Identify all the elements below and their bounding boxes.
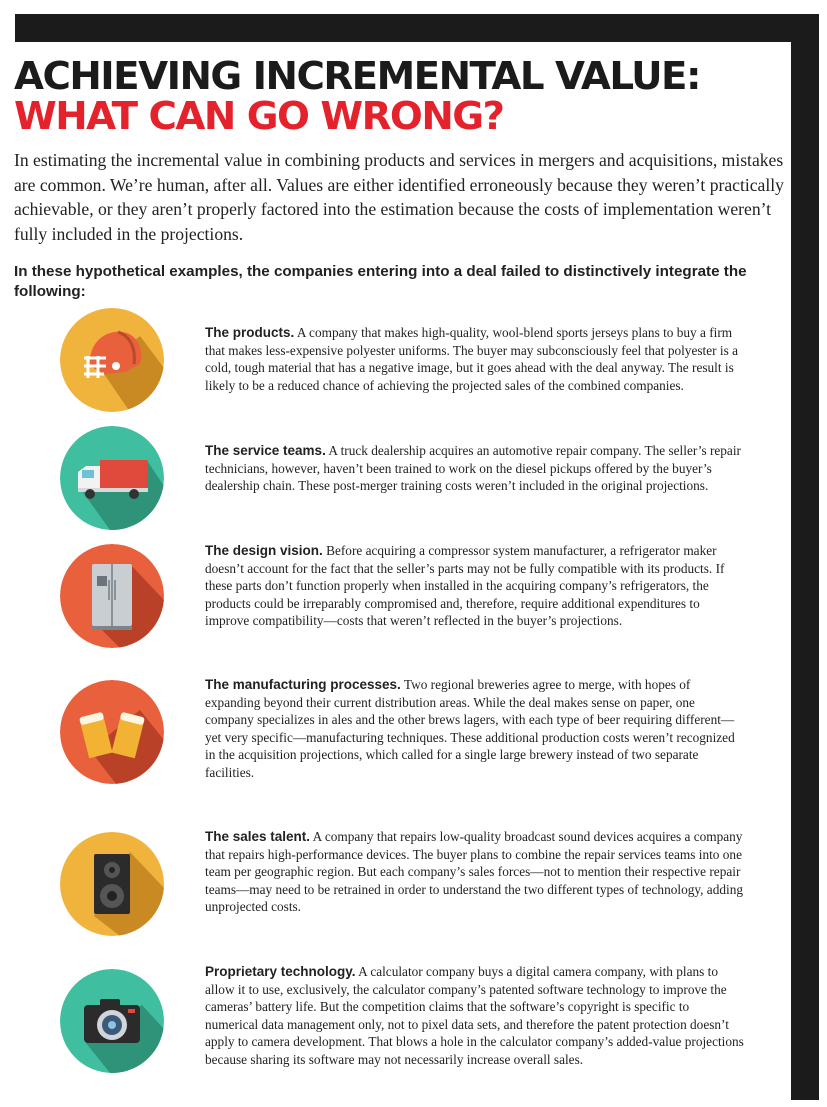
item-text: [205, 442, 745, 495]
top-bar: [15, 14, 819, 42]
list-item: [0, 308, 790, 428]
list-item: [0, 544, 790, 664]
item-body: A truck dealership acquires an automotive repair company. The seller’s repair technicians, however, haven’t been trained to work on the diesel pickups offered by the buyer’s dealership chain. These post-merger training costs weren’t included in the original projections.: [205, 443, 741, 494]
football-helmet-icon: [60, 308, 164, 412]
delivery-truck-icon: [60, 426, 164, 530]
right-bar: [791, 14, 819, 1100]
title-line-2: WHAT CAN GO WRONG?: [14, 94, 504, 138]
item-body: A company that repairs low-quality broadcast sound devices acquires a company that repairs high-performance devices. The buyer plans to combine the repair services teams into one team per geographic region. But each company’s sales forces—not to mention their respective repair teams—may need to be retrained in order to understand the two different types of technology, adding unprojected costs.: [205, 829, 743, 915]
item-text: [205, 828, 745, 916]
lead-paragraph: In these hypothetical examples, the companies entering into a deal failed to distinctively integrate the following:: [14, 263, 747, 300]
beer-glasses-icon: [60, 680, 164, 784]
page-title: [14, 56, 799, 136]
list-item: [0, 964, 790, 1089]
title-line-1: ACHIEVING INCREMENTAL VALUE:: [14, 54, 700, 98]
intro-paragraph: In estimating the incremental value in combining products and services in mergers and acquisitions, mistakes are common. We’re human, after all. Values are either identified erroneously because they weren’t practically achievable, or they aren’t properly factored into the estimation because the costs of implementation weren’t fully included in the projections.: [14, 150, 784, 244]
item-text: [205, 676, 745, 782]
item-heading: The sales talent.: [205, 829, 311, 844]
item-heading: The products.: [205, 325, 295, 340]
item-body: A calculator company buys a digital camera company, with plans to allow it to use, exclusively, the calculator company’s patented software technology to improve the cameras’ battery life. But the competition claims that the software’s copyright is specific to numerical data management only, not to pixel data sets, and therefore the patent protection doesn’t apply to camera development. That blows a hole in the calculator company’s added-value projections because sharing its software may not necessarily increase overall sales.: [205, 964, 744, 1067]
list-item: [0, 677, 790, 800]
list-item: [0, 829, 790, 952]
speaker-icon: [60, 832, 164, 936]
item-heading: The service teams.: [205, 443, 326, 458]
item-text: [205, 542, 745, 630]
refrigerator-icon: [60, 544, 164, 648]
item-text: [205, 324, 745, 394]
item-body: A company that makes high-quality, wool-blend sports jerseys plans to buy a firm that makes less-expensive polyester uniforms. The buyer may subconsciously feel that polyester is a cold, tough material that has a negative image, but it goes ahead with the deal anyway. The result is likely to be a reduced chance of achieving the projected sales of the combined companies.: [205, 325, 738, 393]
item-heading: The manufacturing processes.: [205, 677, 401, 692]
item-body: Two regional breweries agree to merge, with hopes of expanding beyond their current distribution areas. While the deal makes sense on paper, one company specializes in ales and the other brews lagers, with each type of beer requiring different—yet very specific—manufacturing techniques. These additional production costs weren’t recognized in the acquisition projections, which called for a single large brewery instead of two separate facilities.: [205, 677, 735, 780]
item-body: Before acquiring a compressor system manufacturer, a refrigerator maker doesn’t account for the fact that the seller’s parts may not be fully compatible with its products. If these parts don’t function properly when installed in the acquiring company’s refrigerators, the products could be irreparably compromised and, therefore, require additional expenditures to improve compatibility—costs that weren’t reflected in the buyer’s projections.: [205, 543, 725, 629]
item-heading: Proprietary technology.: [205, 964, 356, 979]
camera-icon: [60, 969, 164, 1073]
item-text: [205, 963, 745, 1069]
list-item: [0, 426, 790, 546]
item-heading: The design vision.: [205, 543, 323, 558]
